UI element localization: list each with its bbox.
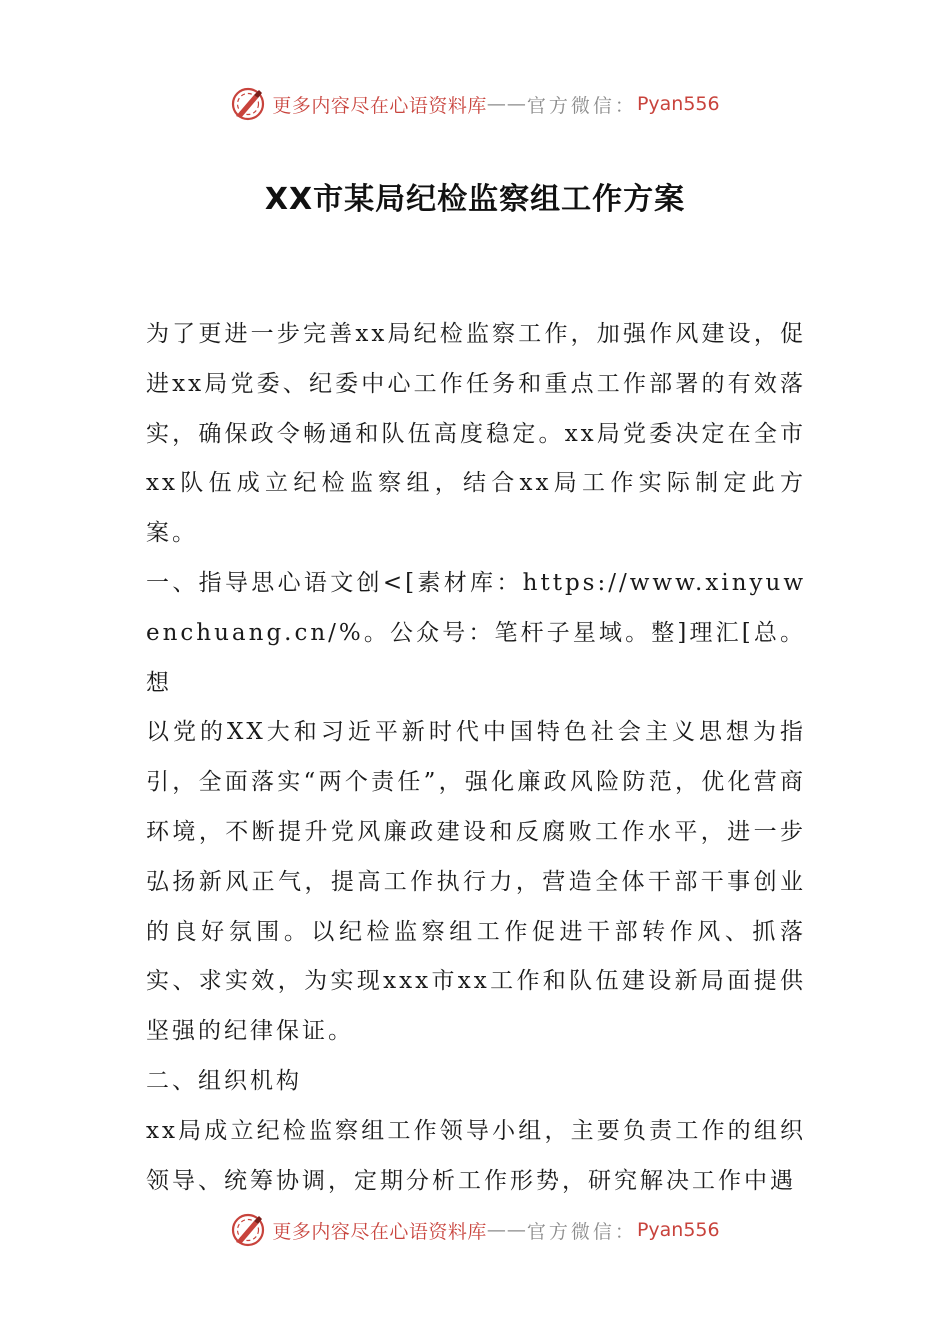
paragraph-section-2-heading: 二、组织机构 [146,1067,302,1094]
banner-wechat-id: Pyan556 [636,93,720,115]
paragraph-section-1-heading: 一、指导思心语文创<[素材库：https://www.xinyuwenchuang.cn/%。公众号：笔杆子星域。整]理汇[总。想 [146,569,806,696]
banner-separator: —— [486,1219,527,1241]
pen-logo-icon [230,86,266,122]
banner-wechat-label: 官方微信： [526,94,637,117]
header-watermark-banner [0,82,950,126]
paragraph-intro: 为了更进一步完善xx局纪检监察工作，加强作风建设，促进xx局党委、纪委中心工作任务和重点工作部署的有效落实，确保政令畅通和队伍高度稳定。xx局党委决定在全市xx队伍成立纪检监察组，结合xx局工作实际制定此方案。 [146,321,806,547]
banner-wechat-label: 官方微信： [526,1220,637,1243]
document-body [146,310,806,1206]
banner-text: 更多内容尽在心语资料库 [272,94,487,117]
paragraph-guiding-thought: 以党的XX大和习近平新时代中国特色社会主义思想为指引，全面落实“两个责任”，强化廉政风险防范，优化营商环境，不断提升党风廉政建设和反腐败工作水平，进一步弘扬新风正气，提高工作执行力，营造全体干部干事创业的良好氛围。以纪检监察组工作促进干部转作风、抓落实、求实效，为实现xxx市xx工作和队伍建设新局面提供坚强的纪律保证。 [146,719,806,1045]
banner-separator: —— [486,93,527,115]
document-title: XX市某局纪检监察组工作方案 [264,182,686,217]
pen-logo-icon [230,1212,266,1248]
banner-text: 更多内容尽在心语资料库 [272,1220,487,1243]
footer-watermark-banner [0,1208,950,1252]
banner-wechat-id: Pyan556 [636,1219,720,1241]
paragraph-organization: xx局成立纪检监察组工作领导小组，主要负责工作的组织领导、统筹协调，定期分析工作形势，研究解决工作中遇 [146,1117,806,1194]
